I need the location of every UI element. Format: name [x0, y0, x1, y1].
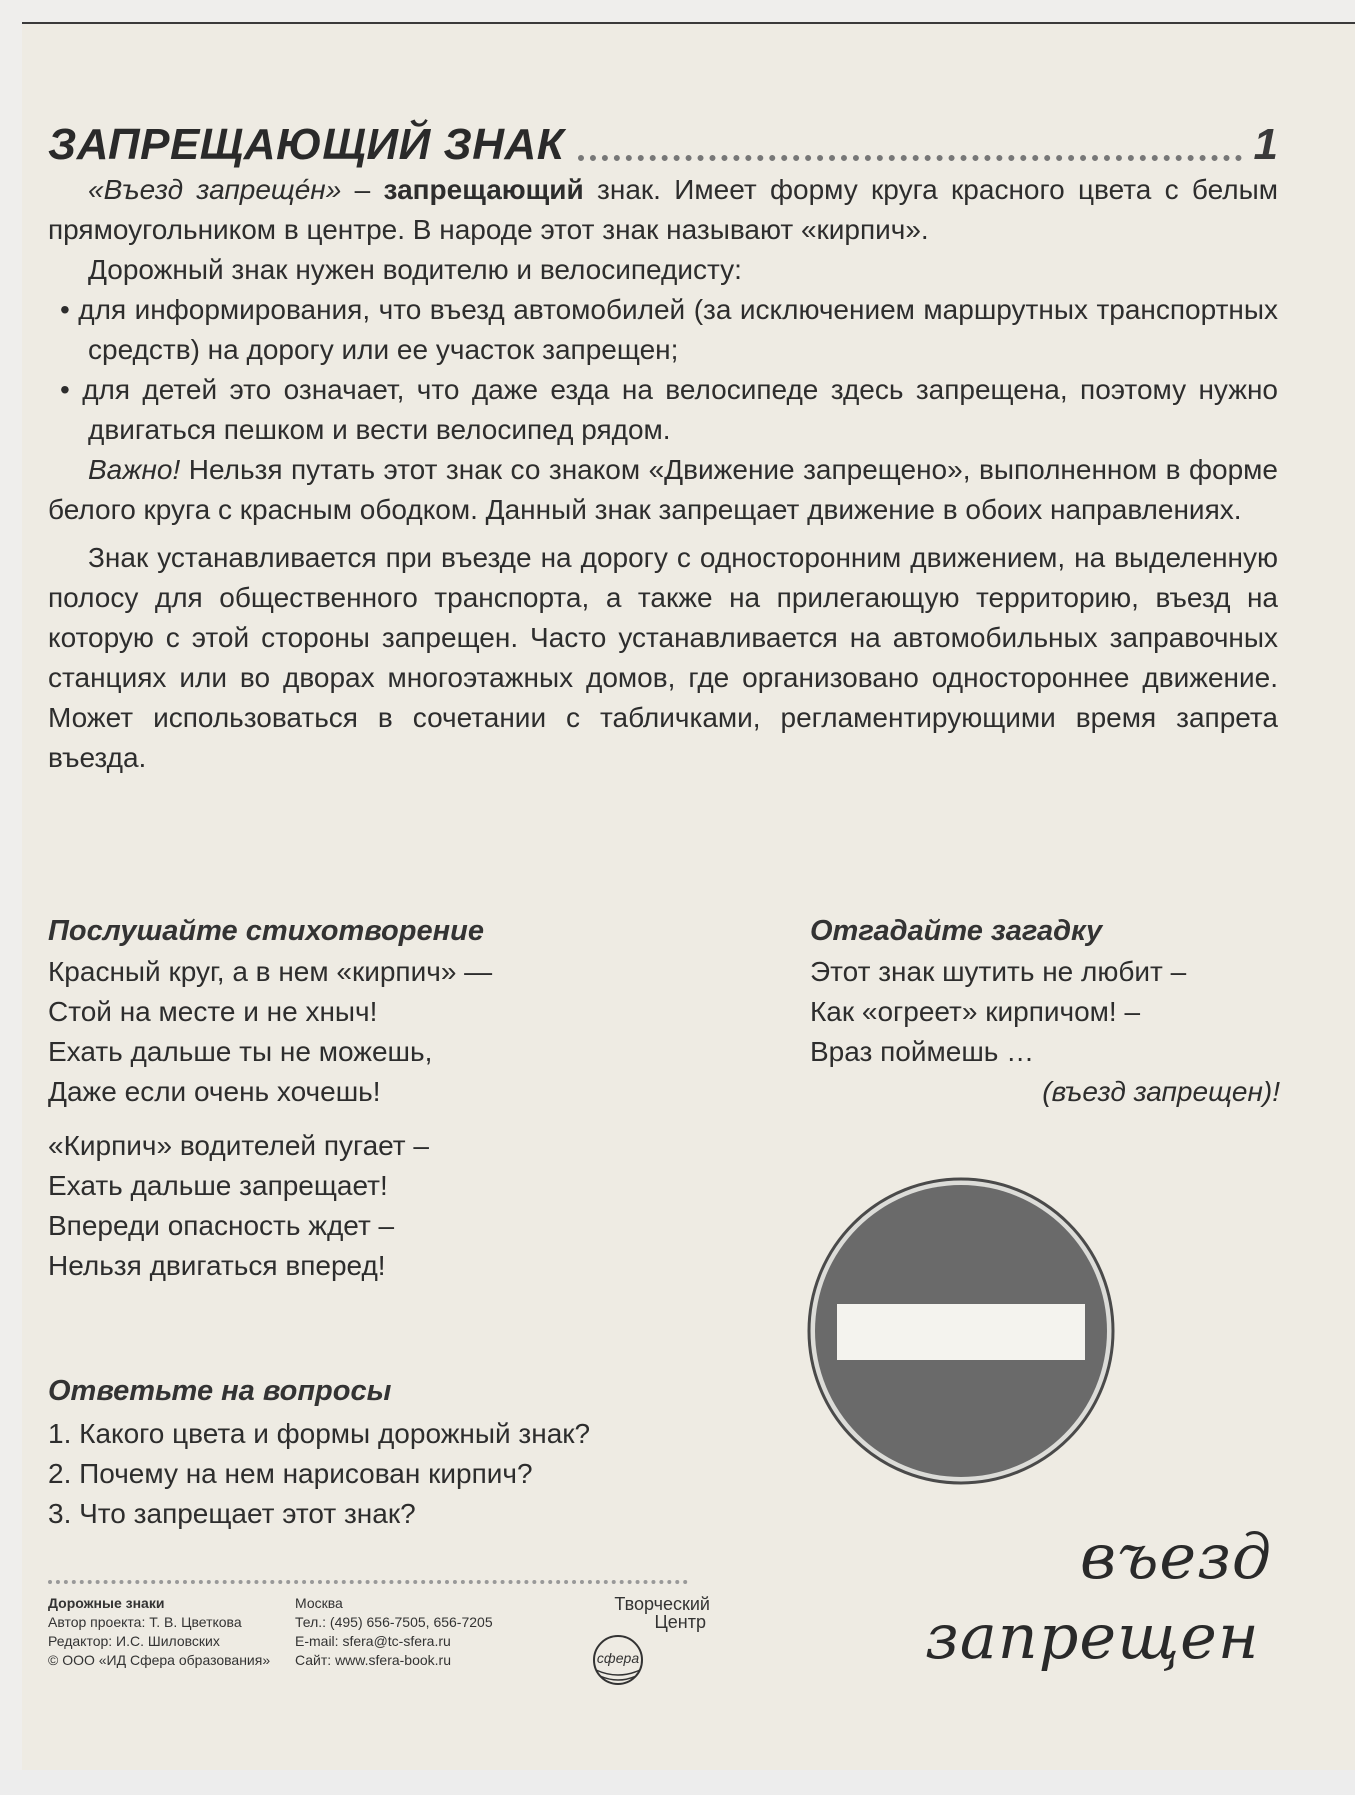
- title-row: [48, 100, 1278, 170]
- need-line: Дорожный знак нужен водителю и велосипедисту:: [88, 254, 742, 285]
- script-caption-line-1: въезд: [1080, 1520, 1273, 1593]
- poem-line: «Кирпич» водителей пугает –: [48, 1130, 429, 1161]
- page-title: ЗАПРЕЩАЮЩИЙ ЗНАК: [48, 120, 565, 169]
- logo-line-1: Творческий: [614, 1594, 710, 1614]
- intro-rest: знак. Имеет форму круга красного цвета с белым прямоугольником в центре. В народе этот знак называют «кирпич».: [48, 174, 1279, 245]
- intro-paragraph: [48, 170, 1278, 250]
- riddle-line: Враз поймешь …: [810, 1036, 1035, 1067]
- imprint-email: E-mail: sfera@tc-sfera.ru: [295, 1633, 451, 1649]
- poem-line: Нельзя двигаться вперед!: [48, 1250, 386, 1281]
- poem-line: Даже если очень хочешь!: [48, 1076, 381, 1107]
- installation-paragraph: Знак устанавливается при въезде на дорогу с односторонним движением, на выделенную полосу для общественного транспорта, а также на прилегающую территорию, въезд на которую с этой стороны запрещен. Часто устанавливается на автомобильных заправочных станциях или во дворах многоэтажных домов, где организовано одностороннее движение. Может использоваться в сочетании с табличками, регламентирующими время запрета въезда.: [48, 542, 1278, 773]
- riddle-line: Этот знак шутить не любит –: [810, 956, 1187, 987]
- footer-dotted-divider: [48, 1580, 688, 1584]
- riddle-line: Как «огреет» кирпичом! –: [810, 996, 1141, 1027]
- questions-section: [48, 1375, 590, 1534]
- imprint-phone: Тел.: (495) 656-7505, 656-7205: [295, 1614, 493, 1630]
- script-caption-line-2: запрещен: [925, 1600, 1260, 1673]
- imprint-copyright: © ООО «ИД Сфера образования»: [48, 1652, 271, 1668]
- questions-list: [48, 1414, 590, 1534]
- imprint-city: Москва: [295, 1595, 343, 1611]
- publisher-logo: [560, 1590, 710, 1690]
- poem-heading: Послушайте стихотворение: [48, 915, 484, 947]
- question-item: 2. Почему на нем нарисован кирпич?: [48, 1458, 533, 1489]
- logo-mark-text: сфера: [596, 1650, 640, 1666]
- riddle-answer: (въезд запрещен)!: [1042, 1076, 1280, 1107]
- riddle-section: [810, 915, 1280, 1112]
- sign-name: «Въезд запреще́н»: [88, 174, 342, 205]
- bullet-text: для детей это означает, что даже езда на велосипеде здесь запрещена, поэтому нужно двигаться пешком и вести велосипед рядом.: [82, 374, 1278, 445]
- important-text: Нельзя путать этот знак со знаком «Движение запрещено», выполненном в форме белого круга с красным ободком. Данный знак запрещает движение в обоих направлениях.: [48, 454, 1278, 525]
- important-label: Важно!: [88, 454, 181, 485]
- poem-stanza-1: [48, 952, 492, 1112]
- main-text: [48, 170, 1278, 778]
- poem-line: Ехать дальше запрещает!: [48, 1170, 388, 1201]
- poem-line: Стой на месте и не хныч!: [48, 996, 378, 1027]
- imprint-series: Дорожные знаки: [48, 1595, 165, 1611]
- imprint-author: Автор проекта: Т. В. Цветкова: [48, 1614, 242, 1630]
- bullet-item: • для детей это означает, что даже езда на велосипеде здесь запрещена, поэтому нужно двигаться пешком и вести велосипед рядом.: [60, 374, 1278, 445]
- sfera-logo-icon: [580, 1628, 660, 1688]
- imprint-site: Сайт: www.sfera-book.ru: [295, 1652, 451, 1668]
- poem-line: Впереди опасность ждет –: [48, 1210, 395, 1241]
- bullet-item: • для информирования, что въезд автомобилей (за исключением маршрутных транспортных средств) на дорогу или ее участок запрещен;: [60, 294, 1278, 365]
- imprint-left: [48, 1594, 270, 1670]
- poem-line: Красный круг, а в нем «кирпич» —: [48, 956, 493, 987]
- scan-bottom-strip: [0, 1770, 1355, 1795]
- poem-stanza-2: [48, 1126, 492, 1286]
- important-paragraph: [48, 450, 1278, 530]
- title-dot-leader: [578, 155, 1241, 161]
- sign-kind: запрещающий: [383, 174, 584, 205]
- logo-line-2: Центр: [654, 1612, 706, 1632]
- imprint-right: [295, 1594, 493, 1670]
- question-item: 3. Что запрещает этот знак?: [48, 1498, 416, 1529]
- no-entry-sign-icon: [805, 1175, 1117, 1487]
- riddle-lines: [810, 952, 1280, 1112]
- riddle-heading: Отгадайте загадку: [810, 915, 1103, 947]
- questions-heading: Ответьте на вопросы: [48, 1375, 392, 1407]
- question-item: 1. Какого цвета и формы дорожный знак?: [48, 1418, 591, 1449]
- page-number: 1: [1253, 120, 1278, 169]
- bullet-text: для информирования, что въезд автомобилей (за исключением маршрутных транспортных средств) на дорогу или ее участок запрещен;: [78, 294, 1278, 365]
- intro-dash: –: [341, 174, 384, 205]
- poem-section: [48, 915, 492, 1286]
- imprint-editor: Редактор: И.С. Шиловских: [48, 1633, 220, 1649]
- poem-line: Ехать дальше ты не можешь,: [48, 1036, 433, 1067]
